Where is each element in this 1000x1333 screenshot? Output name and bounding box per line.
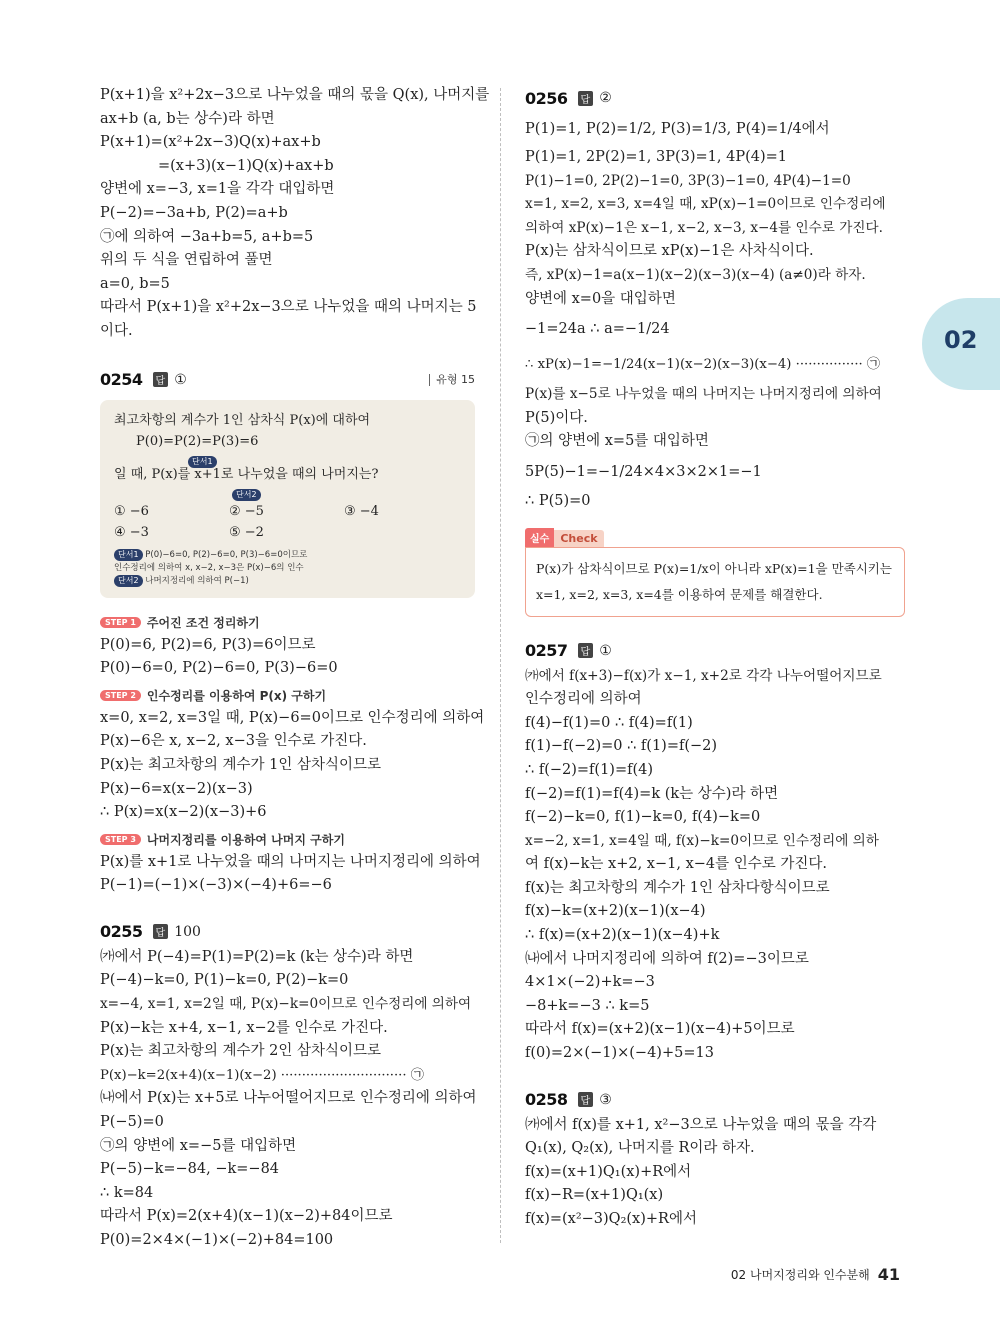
text-line: P(x)는 최고차항의 계수가 2인 삼차식이므로 bbox=[100, 1043, 382, 1060]
option: ① −6 bbox=[114, 503, 149, 519]
text-line: P(x)−k=2(x+4)(x−1)(x−2) ······························ ㉠ bbox=[100, 1067, 424, 1083]
text-line: f(x)=(x²−3)Q₂(x)+R에서 bbox=[525, 1211, 697, 1227]
problem-line: 최고차항의 계수가 1인 삼차식 P(x)에 대하여 bbox=[114, 412, 371, 428]
clue-chip: 단서2 bbox=[114, 575, 143, 587]
text-line: P(1)=1, P(2)=1/2, P(3)=1/3, P(4)=1/4에서 bbox=[525, 121, 830, 137]
answer-value: ① bbox=[599, 642, 612, 659]
answer-value: ① bbox=[174, 371, 187, 388]
problem-box bbox=[100, 400, 475, 598]
clue-chip: 단서1 bbox=[114, 549, 143, 561]
answer-badge: 답 bbox=[578, 643, 594, 658]
problem-number: 0257 bbox=[525, 641, 568, 661]
text-line: P(1)−1=0, 2P(2)−1=0, 3P(3)−1=0, 4P(4)−1=0 bbox=[525, 172, 851, 189]
options-row bbox=[114, 501, 461, 522]
text-line: ∴ f(−2)=f(1)=f(4) bbox=[525, 761, 654, 778]
answer-badge: 답 bbox=[153, 372, 169, 387]
problem-number: 0258 bbox=[525, 1090, 568, 1110]
chapter-side-tab bbox=[922, 298, 1000, 390]
intro-solution bbox=[100, 84, 490, 344]
step-title: 나머지정리를 이용하여 나머지 구하기 bbox=[146, 833, 345, 848]
text-line: a=0, b=5 bbox=[100, 275, 170, 292]
hint-text: 나머지정리에 의하여 P(−1) bbox=[145, 575, 249, 586]
text-line: P(x)−k는 x+4, x−1, x−2를 인수로 가진다. bbox=[100, 1019, 388, 1036]
answer-value: ③ bbox=[599, 1091, 612, 1108]
problem-header bbox=[100, 366, 475, 394]
text-line: P(0)=6, P(2)=6, P(3)=6이므로 bbox=[100, 636, 316, 653]
page-number: 41 bbox=[877, 1265, 900, 1284]
text-line: 의하여 xP(x)−1은 x−1, x−2, x−3, x−4를 인수로 가진다. bbox=[525, 219, 883, 236]
text-line: f(4)−f(1)=0 ∴ f(4)=f(1) bbox=[525, 714, 693, 731]
option: ③ −4 bbox=[344, 503, 379, 519]
text-line: P(1)=1, 2P(2)=1, 3P(3)=1, 4P(4)=1 bbox=[525, 149, 788, 165]
text-line: P(−5)−k=−84, −k=−84 bbox=[100, 1161, 280, 1178]
text-line: P(−2)=−3a+b, P(2)=a+b bbox=[100, 204, 288, 221]
text-line: ∴ P(x)=x(x−2)(x−3)+6 bbox=[100, 804, 267, 821]
text-line: 위의 두 식을 연립하여 풀면 bbox=[100, 252, 273, 269]
text-line: P(x)를 x−5로 나누었을 때의 나머지는 나머지정리에 의하여 bbox=[525, 386, 882, 403]
step-chip: STEP 3 bbox=[100, 834, 141, 845]
problem-line: 일 때, P(x)를 x+1로 나누었을 때의 나머지는? bbox=[114, 466, 379, 482]
text-line: f(0)=2×(−1)×(−4)+5=13 bbox=[525, 1045, 714, 1062]
option: ④ −3 bbox=[114, 524, 149, 540]
problem-header bbox=[525, 84, 905, 112]
problem-number: 0256 bbox=[525, 88, 568, 108]
text-line: P(5)이다. bbox=[525, 409, 588, 426]
text-line: ∴ f(x)=(x+2)(x−1)(x−4)+k bbox=[525, 927, 720, 944]
text-line: f(x)=(x+1)Q₁(x)+R에서 bbox=[525, 1163, 692, 1180]
text-line: ㈏에서 나머지정리에 의하여 f(2)=−3이므로 bbox=[525, 950, 809, 967]
text-line: P(x)는 삼차식이므로 xP(x)−1은 사차식이다. bbox=[525, 243, 814, 260]
problem-0256 bbox=[525, 84, 905, 617]
text-line: ㈎에서 f(x+3)−f(x)가 x−1, x+2로 각각 나누어떨어지므로 bbox=[525, 667, 882, 684]
problem-header bbox=[525, 1086, 905, 1114]
check-label: 실수 bbox=[525, 528, 554, 547]
text-line: f(x)는 최고차항의 계수가 1인 삼차다항식이므로 bbox=[525, 879, 830, 896]
text-line: ㉠에 의하여 −3a+b=5, a+b=5 bbox=[100, 228, 314, 245]
text-line: 양변에 x=−3, x=1을 각각 대입하면 bbox=[100, 181, 335, 198]
step-title: 주어진 조건 정리하기 bbox=[146, 616, 260, 631]
text-line: ∴ P(5)=0 bbox=[525, 492, 591, 509]
text-line: −1=24a ∴ a=−1/24 bbox=[525, 321, 670, 338]
text-line: P(−1)=(−1)×(−3)×(−4)+6=−6 bbox=[100, 877, 332, 894]
hint-text: P(0)−6=0, P(2)−6=0, P(3)−6=0이므로 bbox=[145, 549, 308, 560]
text-line: ㈏에서 P(x)는 x+5로 나누어떨어지므로 인수정리에 의하여 bbox=[100, 1090, 477, 1107]
problem-number: 0255 bbox=[100, 922, 143, 942]
problem-header bbox=[100, 918, 475, 946]
problem-number: 0254 bbox=[100, 370, 143, 390]
text-line: P(x+1)=(x²+2x−3)Q(x)+ax+b bbox=[100, 134, 321, 151]
step-chip: STEP 1 bbox=[100, 617, 141, 628]
check-text: x=1, x=2, x=3, x=4를 이용하여 문제를 해결한다. bbox=[536, 586, 823, 602]
text-line: P(x+1)을 x²+2x−3으로 나누었을 때의 몫을 Q(x), 나머지를 bbox=[100, 87, 490, 103]
text-line: x=1, x=2, x=3, x=4일 때, xP(x)−1=0이므로 인수정리에 bbox=[525, 196, 886, 213]
step-heading bbox=[100, 685, 475, 707]
check-text: P(x)가 삼차식이므로 P(x)=1/x이 아니라 xP(x)=1을 만족시키는 bbox=[536, 560, 892, 576]
check-label: Check bbox=[554, 530, 603, 547]
text-line: 따라서 f(x)=(x+2)(x−1)(x−4)+5이므로 bbox=[525, 1021, 795, 1038]
text-line: P(0)=2×4×(−1)×(−2)+84=100 bbox=[100, 1232, 334, 1248]
problem-0255 bbox=[100, 918, 475, 1253]
text-line: P(x)를 x+1로 나누었을 때의 나머지는 나머지정리에 의하여 bbox=[100, 853, 481, 870]
left-column bbox=[100, 84, 490, 1253]
option: ② −5 bbox=[229, 503, 264, 519]
text-line: ∴ k=84 bbox=[100, 1184, 154, 1201]
step-heading bbox=[100, 829, 475, 851]
step-chip: STEP 2 bbox=[100, 690, 141, 701]
problem-0258 bbox=[525, 1086, 905, 1232]
text-line: 즉, xP(x)−1=a(x−1)(x−2)(x−3)(x−4) (a≠0)라 하자. bbox=[525, 266, 866, 283]
answer-value: ② bbox=[599, 90, 612, 106]
text-line: f(−2)−k=0, f(1)−k=0, f(4)−k=0 bbox=[525, 809, 761, 826]
text-line: P(0)−6=0, P(2)−6=0, P(3)−6=0 bbox=[100, 660, 338, 677]
text-line: x=−2, x=1, x=4일 때, f(x)−k=0이므로 인수정리에 의하 bbox=[525, 832, 879, 849]
text-line: f(1)−f(−2)=0 ∴ f(1)=f(−2) bbox=[525, 738, 718, 755]
hint-text: 인수정리에 의하여 x, x−2, x−3은 P(x)−6의 인수 bbox=[114, 562, 304, 573]
text-line: P(x)−6=x(x−2)(x−3) bbox=[100, 780, 253, 797]
text-line: ㈎에서 f(x)를 x+1, x²−3으로 나누었을 때의 몫을 각각 bbox=[525, 1116, 877, 1133]
text-line: ㈎에서 P(−4)=P(1)=P(2)=k (k는 상수)라 하면 bbox=[100, 948, 414, 965]
answer-badge: 답 bbox=[153, 924, 169, 939]
clue-chip: 단서1 bbox=[188, 456, 217, 468]
text-line: ax+b (a, b는 상수)라 하면 bbox=[100, 110, 275, 127]
text-line: 이다. bbox=[100, 322, 133, 339]
text-line: 양변에 x=0을 대입하면 bbox=[525, 290, 676, 307]
problem-0257 bbox=[525, 637, 905, 1066]
text-line: f(−2)=f(1)=f(4)=k (k는 상수)라 하면 bbox=[525, 785, 779, 802]
text-line: f(x)−k=(x+2)(x−1)(x−4) bbox=[525, 903, 706, 920]
check-box bbox=[525, 528, 905, 617]
text-line: =(x+3)(x−1)Q(x)+ax+b bbox=[158, 157, 334, 174]
right-column bbox=[525, 84, 905, 1232]
answer-badge: 답 bbox=[578, 1092, 594, 1107]
text-line: 따라서 P(x+1)을 x²+2x−3으로 나누었을 때의 나머지는 5 bbox=[100, 299, 477, 316]
text-line: P(x)−6은 x, x−2, x−3을 인수로 가진다. bbox=[100, 733, 367, 750]
answer-value: 100 bbox=[174, 923, 201, 940]
text-line: P(−4)−k=0, P(1)−k=0, P(2)−k=0 bbox=[100, 972, 349, 989]
text-line: 인수정리에 의하여 bbox=[525, 691, 642, 708]
text-line: 여 f(x)−k는 x+2, x−1, x−4를 인수로 가진다. bbox=[525, 856, 827, 873]
answer-badge: 답 bbox=[578, 91, 594, 106]
problem-header bbox=[525, 637, 905, 665]
text-line: P(x)는 최고차항의 계수가 1인 삼차식이므로 bbox=[100, 756, 382, 773]
chapter-title: 02 나머지정리와 인수분해 bbox=[730, 1268, 870, 1282]
text-line: 4×1×(−2)+k=−3 bbox=[525, 974, 655, 991]
option: ⑤ −2 bbox=[229, 524, 264, 540]
type-tag: 유형 15 bbox=[429, 374, 475, 386]
text-line: −8+k=−3 ∴ k=5 bbox=[525, 997, 650, 1014]
text-line: 따라서 P(x)=2(x+4)(x−1)(x−2)+84이므로 bbox=[100, 1208, 393, 1225]
text-line: Q₁(x), Q₂(x), 나머지를 R이라 하자. bbox=[525, 1140, 755, 1157]
problem-0254 bbox=[100, 366, 485, 898]
text-line: ㉠의 양변에 x=−5를 대입하면 bbox=[100, 1137, 297, 1154]
text-line: x=−4, x=1, x=2일 때, P(x)−k=0이므로 인수정리에 의하여 bbox=[100, 996, 472, 1013]
text-line: P(−5)=0 bbox=[100, 1114, 164, 1131]
chapter-number: 02 bbox=[944, 326, 978, 354]
text-line: ㉠의 양변에 x=5를 대입하면 bbox=[525, 433, 709, 450]
clue-chip: 단서2 bbox=[232, 489, 261, 501]
page-footer bbox=[731, 1265, 900, 1284]
problem-line: P(0)=P(2)=P(3)=6 bbox=[136, 433, 259, 449]
text-line: f(x)−R=(x+1)Q₁(x) bbox=[525, 1187, 664, 1204]
text-line: 5P(5)−1=−1/24×4×3×2×1=−1 bbox=[525, 463, 762, 480]
options-row bbox=[114, 522, 461, 543]
column-divider bbox=[500, 88, 501, 1243]
step-title: 인수정리를 이용하여 P(x) 구하기 bbox=[146, 689, 327, 704]
text-line: x=0, x=2, x=3일 때, P(x)−6=0이므로 인수정리에 의하여 bbox=[100, 709, 485, 726]
text-line: ∴ xP(x)−1=−1/24(x−1)(x−2)(x−3)(x−4) ················ ㉠ bbox=[525, 357, 881, 373]
step-heading bbox=[100, 612, 475, 634]
